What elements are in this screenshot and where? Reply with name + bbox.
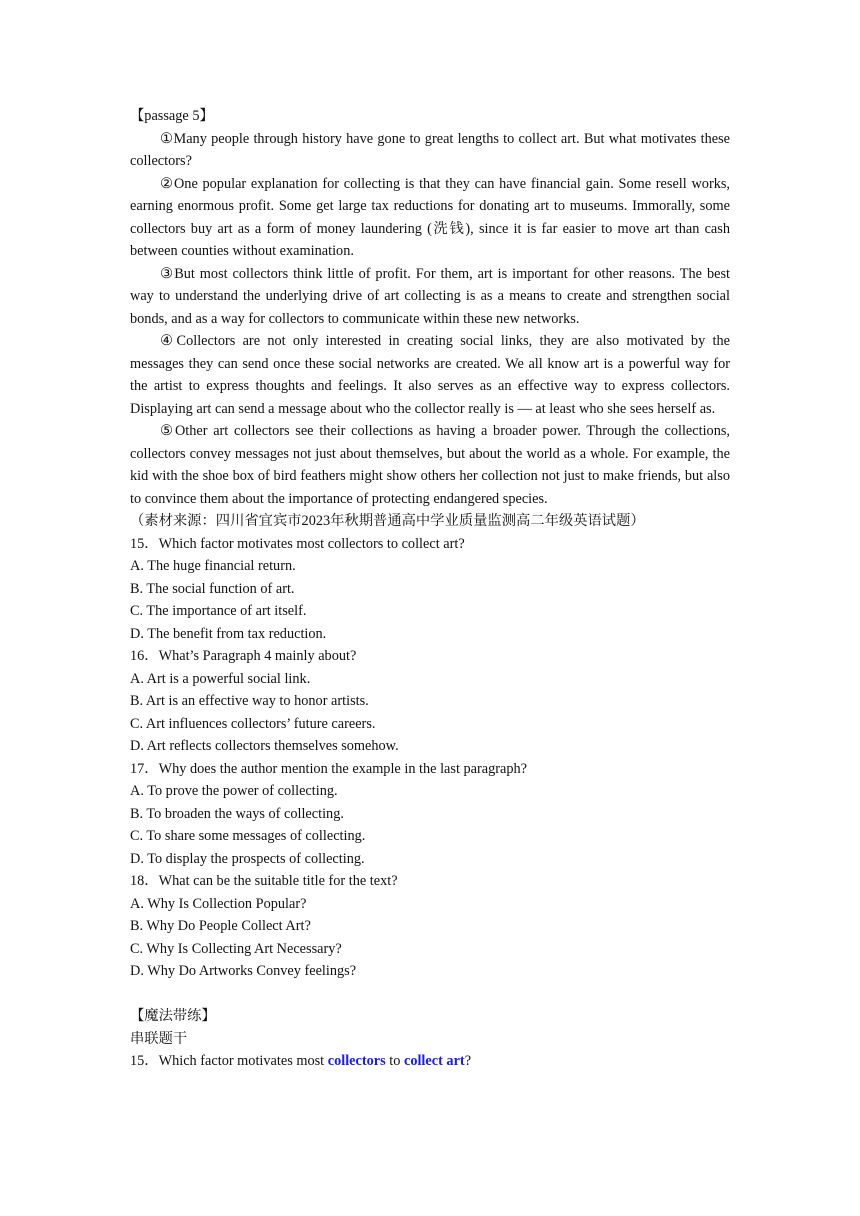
question-16-option-a: A. Art is a powerful social link. [130,670,311,687]
question-17-option-d: D. To display the prospects of collecting. [130,850,365,867]
question-15-option-c: C. The importance of art itself. [130,603,307,619]
highlight-collect-art: collect art [403,1053,465,1069]
paragraph-2: ②One popular explanation for collecting is that they can have financial gain. Some resell works, earning enormous profit. Some get large tax reductions for donating art to museums. Immorally, some collectors buy art as a form of money laundering (洗钱), since it is far easier to move art than cash between counties without examination. [130,175,730,259]
paragraph-1: ①Many people through history have gone to great lengths to collect art. But what motivates these collectors? [130,130,730,169]
question-17-option-a: A. To prove the power of collecting. [130,783,338,799]
question-16-option-c: C. Art influences collectors’ future careers. [130,715,376,732]
practice-subheader: 串联题干 [130,1030,188,1047]
question-16-option-b: B. Art is an effective way to honor artists. [130,693,369,709]
question-18-option-d: D. Why Do Artworks Convey feelings? [130,963,357,979]
source-note: （素材来源：四川省宜宾市2023年秋期普通高中学业质量监测高二年级英语试题） [130,513,645,529]
question-18-option-a: A. Why Is Collection Popular? [130,895,307,912]
question-15-option-b: B. The social function of art. [130,580,295,597]
question-block [130,758,730,871]
section-spacer [130,983,730,1006]
question-15-option-d: D. The benefit from tax reduction. [130,625,327,642]
question-17-stem: 17．Why does the author mention the example in the last paragraph? [130,760,528,777]
question-18-option-b: B. Why Do People Collect Art? [130,918,311,934]
question-15-stem: 15．Which factor motivates most collectors to collect art? [130,535,465,552]
question-15-option-a: A. The huge financial return. [130,558,296,574]
highlight-collectors: collectors [327,1053,386,1069]
practice-q15-suffix: ? [464,1053,472,1069]
question-16-stem: 16．What’s Paragraph 4 mainly about? [130,648,357,664]
question-18-option-c: C. Why Is Collecting Art Necessary? [130,940,342,957]
question-block [130,533,730,646]
paragraph-3: ③But most collectors think little of profit. For them, art is important for other reasons. The best way to understand the underlying drive of art collecting is as a means to create and strengthen social bonds, and as a way for collectors to communicate within these new networks. [130,265,730,327]
paragraph-4: ④Collectors are not only interested in creating social links, they are also motivated by the messages they can send once these social networks are created. We all know art is a powerful way for the artist to express thoughts and feelings. It also serves as an effective way to express collectors. Displaying art can send a message about who the collector really is — at least who she sees herself as. [130,333,730,417]
practice-header: 【魔法带练】 [130,1008,216,1024]
question-18-stem: 18．What can be the suitable title for the text? [130,873,398,889]
question-block [130,870,730,983]
document-content [130,105,730,1073]
question-17-option-b: B. To broaden the ways of collecting. [130,805,344,822]
paragraph-5: ⑤Other art collectors see their collections as having a broader power. Through the collections, collectors convey messages not just about themselves, but about the world as a whole. For example, the kid with the shoe box of bird feathers might show others her collection not just to make friends, but also to convince them about the importance of protecting endangered species. [130,423,730,507]
question-16-option-d: D. Art reflects collectors themselves somehow. [130,738,399,754]
practice-q15-prefix: 15．Which factor motivates most [130,1053,328,1069]
passage-header: 【passage 5】 [130,108,214,124]
practice-question-15 [130,1050,730,1073]
question-17-option-c: C. To share some messages of collecting. [130,828,366,844]
question-block [130,645,730,758]
practice-q15-middle: to [385,1053,404,1069]
